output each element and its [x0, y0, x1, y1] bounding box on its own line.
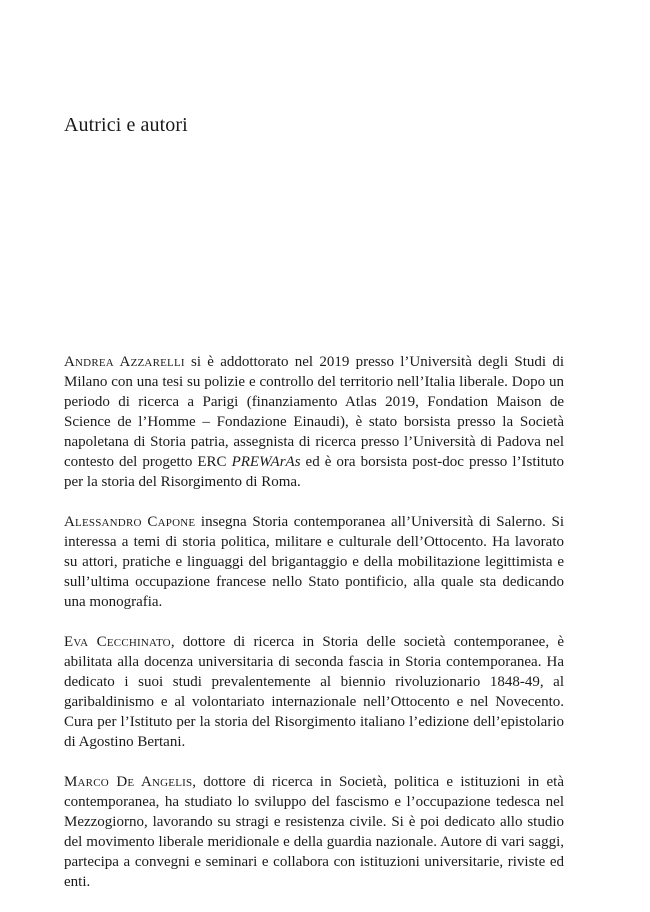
author-bio-cecchinato [64, 632, 564, 752]
page-title: Autrici e autori [64, 114, 188, 136]
author-name: Eva Cecchinato [64, 634, 171, 650]
author-name: Alessandro Capone [64, 514, 196, 530]
author-bio-azzarelli [64, 352, 564, 492]
project-name: PREWArAs [231, 454, 301, 470]
author-name: Marco De Angelis [64, 774, 193, 790]
bio-text: insegna Storia contemporanea all’Università di Salerno. Si interessa a temi di storia politica, militare e culturale dell’Ottocento. Ha lavorato su attori, pratiche e linguaggi del brigantaggio e della mobilitazione legittimista e sull’ultima occupazione francese nello Stato pontificio, alla quale sta dedicando una monografia. [64, 514, 564, 610]
author-bio-de-angelis [64, 772, 564, 892]
author-bio-capone [64, 512, 564, 612]
author-name: Andrea Azzarelli [64, 354, 185, 370]
bio-text: , dottore di ricerca in Storia delle società contemporanee, è abilitata alla docenza universitaria di seconda fascia in Storia contemporanea. Ha dedicato i suoi studi prevalentemente al biennio rivoluzionario 1848-49, al garibaldinismo e al volontariato internazionale nell’Ottocento e nel Novecento. Cura per l’Istituto per la storia del Risorgimento italiano l’edizione dell’epistolario di Agostino Bertani. [64, 634, 564, 750]
bio-text: , dottore di ricerca in Società, politica e istituzioni in età contemporanea, ha studiato lo sviluppo del fascismo e l’occupazione tedesca nel Mezzogiorno, lavorando su stragi e resistenza civile. Si è poi dedicato allo studio del movimento liberale meridionale e della guardia nazionale. Autore di vari saggi, partecipa a convegni e seminari e collabora con istituzioni universitarie, riviste ed enti. [64, 774, 564, 890]
bio-text-end: ed è ora borsista post-doc presso l’Istituto per la storia del Risorgimento di Roma. [64, 454, 565, 490]
author-bios [64, 352, 564, 912]
bio-text: si è addottorato nel 2019 presso l’Università degli Studi di Milano con una tesi su polizie e controllo del territorio nell’Italia liberale. Dopo un periodo di ricerca a Parigi (finanziamento Atlas 2019, Fondation Maison de Science de l’Homme – Fondazione Einaudi), è stato borsista presso la Società napoletana di Storia patria, assegnista di ricerca presso l’Università di Padova nel contesto del progetto ERC [64, 354, 564, 470]
